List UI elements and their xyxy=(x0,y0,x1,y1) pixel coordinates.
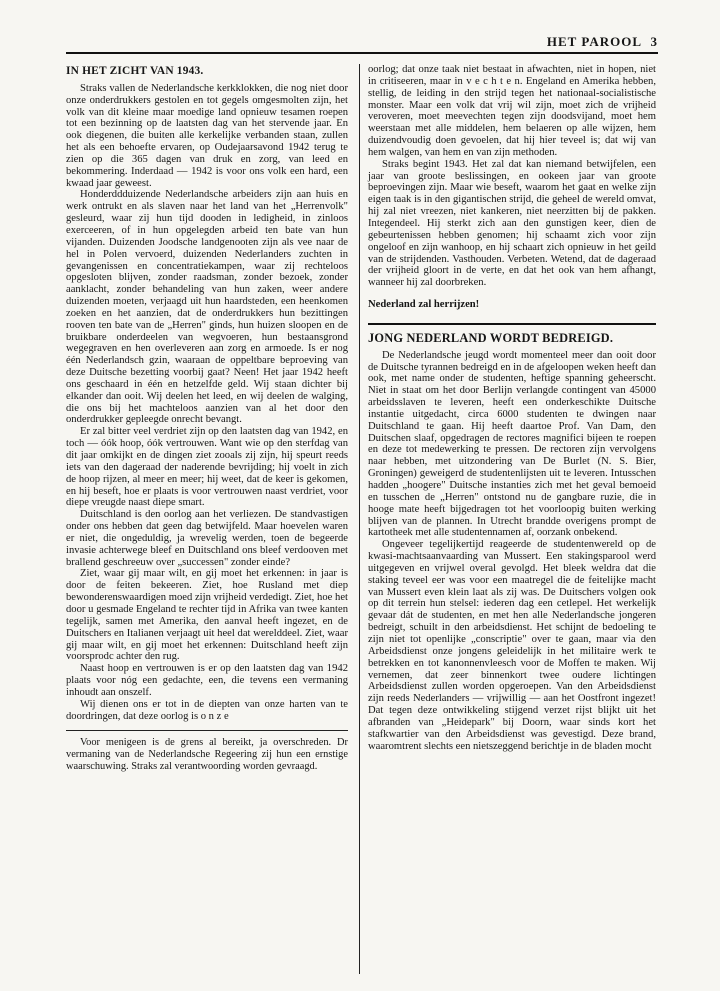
footnote-text: Voor menigeen is de grens al bereikt, ja overschreden. Dr vermaning van de Nederlandsche Regeering zij hun een ernstige waarschuwing. Straks zal verantwoording worden gevraagd. xyxy=(66,737,348,772)
article-paragraph: Straks begint 1943. Het zal dat kan niemand betwijfelen, een jaar van groote beslissingen, en ookeen jaar van groote beproevingen zijn. Maar wie beseft, waarom het gaat en welke zijn eigen taak is in den gigantischen strijd, die geheel de wereld omvat, hij zal niet vreezen, niet kankeren, niet neerzitten bij de pakken. Integendeel. Hij sterkt zich aan den gunstigen keer, dien de gebeurtenissen hebben genomen; hij schaamt zich voor zijn ongeloof en zijn wanhoop, en hij schaart zich opnieuw in het geild van de strijdenden. Vasthouden. Verbeten. Wetend, dat de dageraad der vrijheid gloort in de verte, en dat het ook van hem afhangt, wanneer hij zal doorbreken. xyxy=(368,158,656,289)
article-paragraph: Ongeveer tegelijkertijd reageerde de studentenwereld op de kwasi-machtsaanvaarding van Mussert. Een stakingsparool werd uitgegeven en vrijwel overal gevolgd. Het bleek weldra dat die staking teveel eer was voor een maatregel die de feitelijke macht van Mussert even klein laat als zij was. De Duitschers volgen ook op dit terrein hun stelsel: iederen dag een cetlepel. Het werkelijk gevaar dát de studenten, en met hen alle Nederlandsche jongeren bedreigt, schuilt in den arbeidsdienst. Het schijnt de bedoeling te zijn niet tot openlijke „conscriptie" over te gaan, maar via den Arbeidsdienst onze jongens geleidelijk in het militaire werk te betrekken en tot kanonnenvleesch voor de Moffen te maken. Wij vernemen, dat zeer binnenkort twee oudere lichtingen Arbeidsdienst zullen worden opgeroepen. Van den Arbeidsdienst zijn reeds Nederlanders — vrijwillig — aan het Oostfront ingezet! Dat tegen deze ontwikkeling stijgend verzet rijst blijkt uit het afbranden van „Heidepark" bij Doorn, waar sinds kort het stafkwartier van den Arbeidsdienst was gevestigd. Deze brand, waaromtrent slechts een nietszeggend berichtje in de bladen mocht xyxy=(368,539,656,752)
article-paragraph: De Nederlandsche jeugd wordt momenteel meer dan ooit door de Duitsche tyrannen bedreigd en in de afgeloopen weken heeft dan ook, met name onder de studenten, heftige spanning geheerscht. Niet in staat om het door Berlijn verlangde contingent van 45000 arbeidsslaven te leveren, heeft een onderkeschikte Duitsche instantie uitgedacht, circa 6000 studenten te dwingen naar Duitschland te gaan. Hij heeft daartoe Prof. Van Dam, den Duitschen slaaf, opgedragen de rectores magnifici bijeen te roepen en deze tot medewerking te pressen. De rectoren zijn vervolgens naar hebben, met uitzondering van De Burlet (N. S. Bier, Groningen) geweigerd de studentenlijsten uit te leveren. Intusschen hadden „hoogere" Duitsche instanties zich met het geval bemoeid en tusschen de „Herren" ontstond nu de gangbare ruzie, die in hooge mate heeft bijgedragen tot het voorloopig buiten werking blijven van de plannen. In Utrecht brandde overigens prompt de kartotheek met alle studentennamen af, oorzank onbekend. xyxy=(368,349,656,539)
footnote-rule xyxy=(66,730,348,731)
newspaper-title: HET PAROOL xyxy=(546,34,642,49)
section-rule xyxy=(368,323,656,325)
article-paragraph: Straks vallen de Nederlandsche kerkklokken, die nog niet door onze onderdrukkers gestolen en tot gegels omgesmolten zijn, het volk van dit kleine maar moedige land opnieuw tesamen roepen tot een bezinning op de laatsten dag van het stervende jaar. En ook diegenen, die buiten alle kerkelijke verbanden staan, zullen het als een behoefte ervaren, op Oudejaarsavond 1942 terug te zien op die 365 dagen van druk en zorg, van leed en bekommering. Inderdaad — 1942 is voor ons volk een hard, een kwaad jaar geweest. xyxy=(66,82,348,189)
article-paragraph: Honderddduizende Nederlandsche arbeiders zijn aan huis en werk ontrukt en als slaven naar het land van het „Herrenvolk" gesleurd, waar zij hun tijd dooden in ledigheid, in zinloos exerceeren, of in hun opgelegden arbeid ten bate van hun vijanden. Duizenden Joodsche landgenooten zijn als vee naar de hel in Polen vervoerd, duizenden Nederlanders zuchten in gevangenissen en concentratiekampen, waar zij rechteloos opgesloten blijven, zonder raadsman, zonder bezoek, zonder aanklacht, zonder behandeling van hun zaken, weer andere duizenden moeten, verjaagd uit hun haardsteden, een heenkomen zoeken en het aanzien, dat de onderdrukkers hun bezittingen rooven ten bate van de „Herren" ginds, hun huizen sloopen en de bruikbare onderdeelen van wegvoeren, hun bestaansgrond wegegraven en hen overleveren aan zorg en armoede. Is er nog één Nederlandsch gzin, waaraan de oppeltbare beproeving van deze Duitsche bezetting voorbij gaat? Neen! Het jaar 1942 heeft ons geschaard in één en hetzelfde geld. Wij staan dichter bij elkander dan ooit. Wij deelen het leed, en wij deelen de walging, die ons bij het machteloos aanzien van al het door den onderdrukker gepleegde onrecht bevangt. xyxy=(66,189,348,426)
left-column xyxy=(66,64,348,772)
right-column xyxy=(368,64,656,752)
article-paragraph: Er zal bitter veel verdriet zijn op den laatsten dag van 1942, en toch — óók hoop, óók vertrouwen. Want wie op den sterfdag van dit jaar omkijkt en de dingen ziet zooals zij zijn, hij speurt reeds iets van den dageraad der naderende bevrijding; hij voelt in zich de hoop rijzen, al meer en meer; hij weet, dat de keer is gekomen, en hij beseft, hoe er plaats is voor vertrouwen naast verdriet, voor diepe vreugde naast diepe smart. xyxy=(66,426,348,509)
page-number: 3 xyxy=(650,34,658,49)
closing-line: Nederland zal herrijzen! xyxy=(368,299,480,311)
article-paragraph: Wij dienen ons er tot in de diepten van onze harten van te doordringen, dat deze oorlog is o n z e xyxy=(66,698,348,722)
article-paragraph: Naast hoop en vertrouwen is er op den laatsten dag van 1942 plaats voor nóg een gedachte, een, die tevens een vermaning inhoudt aan onszelf. xyxy=(66,663,348,698)
column-divider xyxy=(359,64,360,974)
article-title: IN HET ZICHT VAN 1943. xyxy=(66,65,204,77)
header-rule xyxy=(66,52,658,54)
article-title: JONG NEDERLAND WORDT BEDREIGD. xyxy=(368,330,614,345)
article-paragraph: Ziet, waar gij maar wilt, en gij moet het erkennen: in jaar is door de feiten bekeeren. Ziet, hoe Rusland met diep bewonderenswaardigen moed zijn vrijheid verdedigt. Ziet, hoe het door u gesmade Engeland te rechter tijd in Afrika van twee kanten tegelijk, samen met Amerika, den aanval heeft ingezet, en de Duitschers en Italianen verjaagt uit heel dat werelddeel. Ziet, waar gij maar wilt, en gij moet het erkennen: Duitschland heeft zijn voorsprodc achter den rug. xyxy=(66,568,348,663)
running-header xyxy=(66,34,658,50)
article-paragraph: Duitschland is den oorlog aan het verliezen. De standvastigen onder ons hebben dat geen dag betwijfeld. Maar hoevelen waren er niet, die ongeduldig, ja wrevelig werden, toen de begeerde invasie achterwege bleef en Duitschland ons bleef verdooven met brallend geschreeuw over „successen" zonder einde? xyxy=(66,509,348,568)
article-paragraph: oorlog; dat onze taak niet bestaat in afwachten, niet in hopen, niet in critiseeren, maar in v e c h t e n. Engeland en Amerika hebben, stellig, de leiding in den strijd tegen het nationaal-socialistische monster. Maar een volk dat vrij wil zijn, moet zich de vrijheid veroveren, moet meevechten tegen zijn doodsvijand, moet hem weerstaan met alle middelen, hem belaeren op alle wijzen, hem duizendvoudig doen gevoelen, dat hij hier teveel is; dat wij van hem walgen, van hem en van zijn methoden. xyxy=(368,64,656,158)
